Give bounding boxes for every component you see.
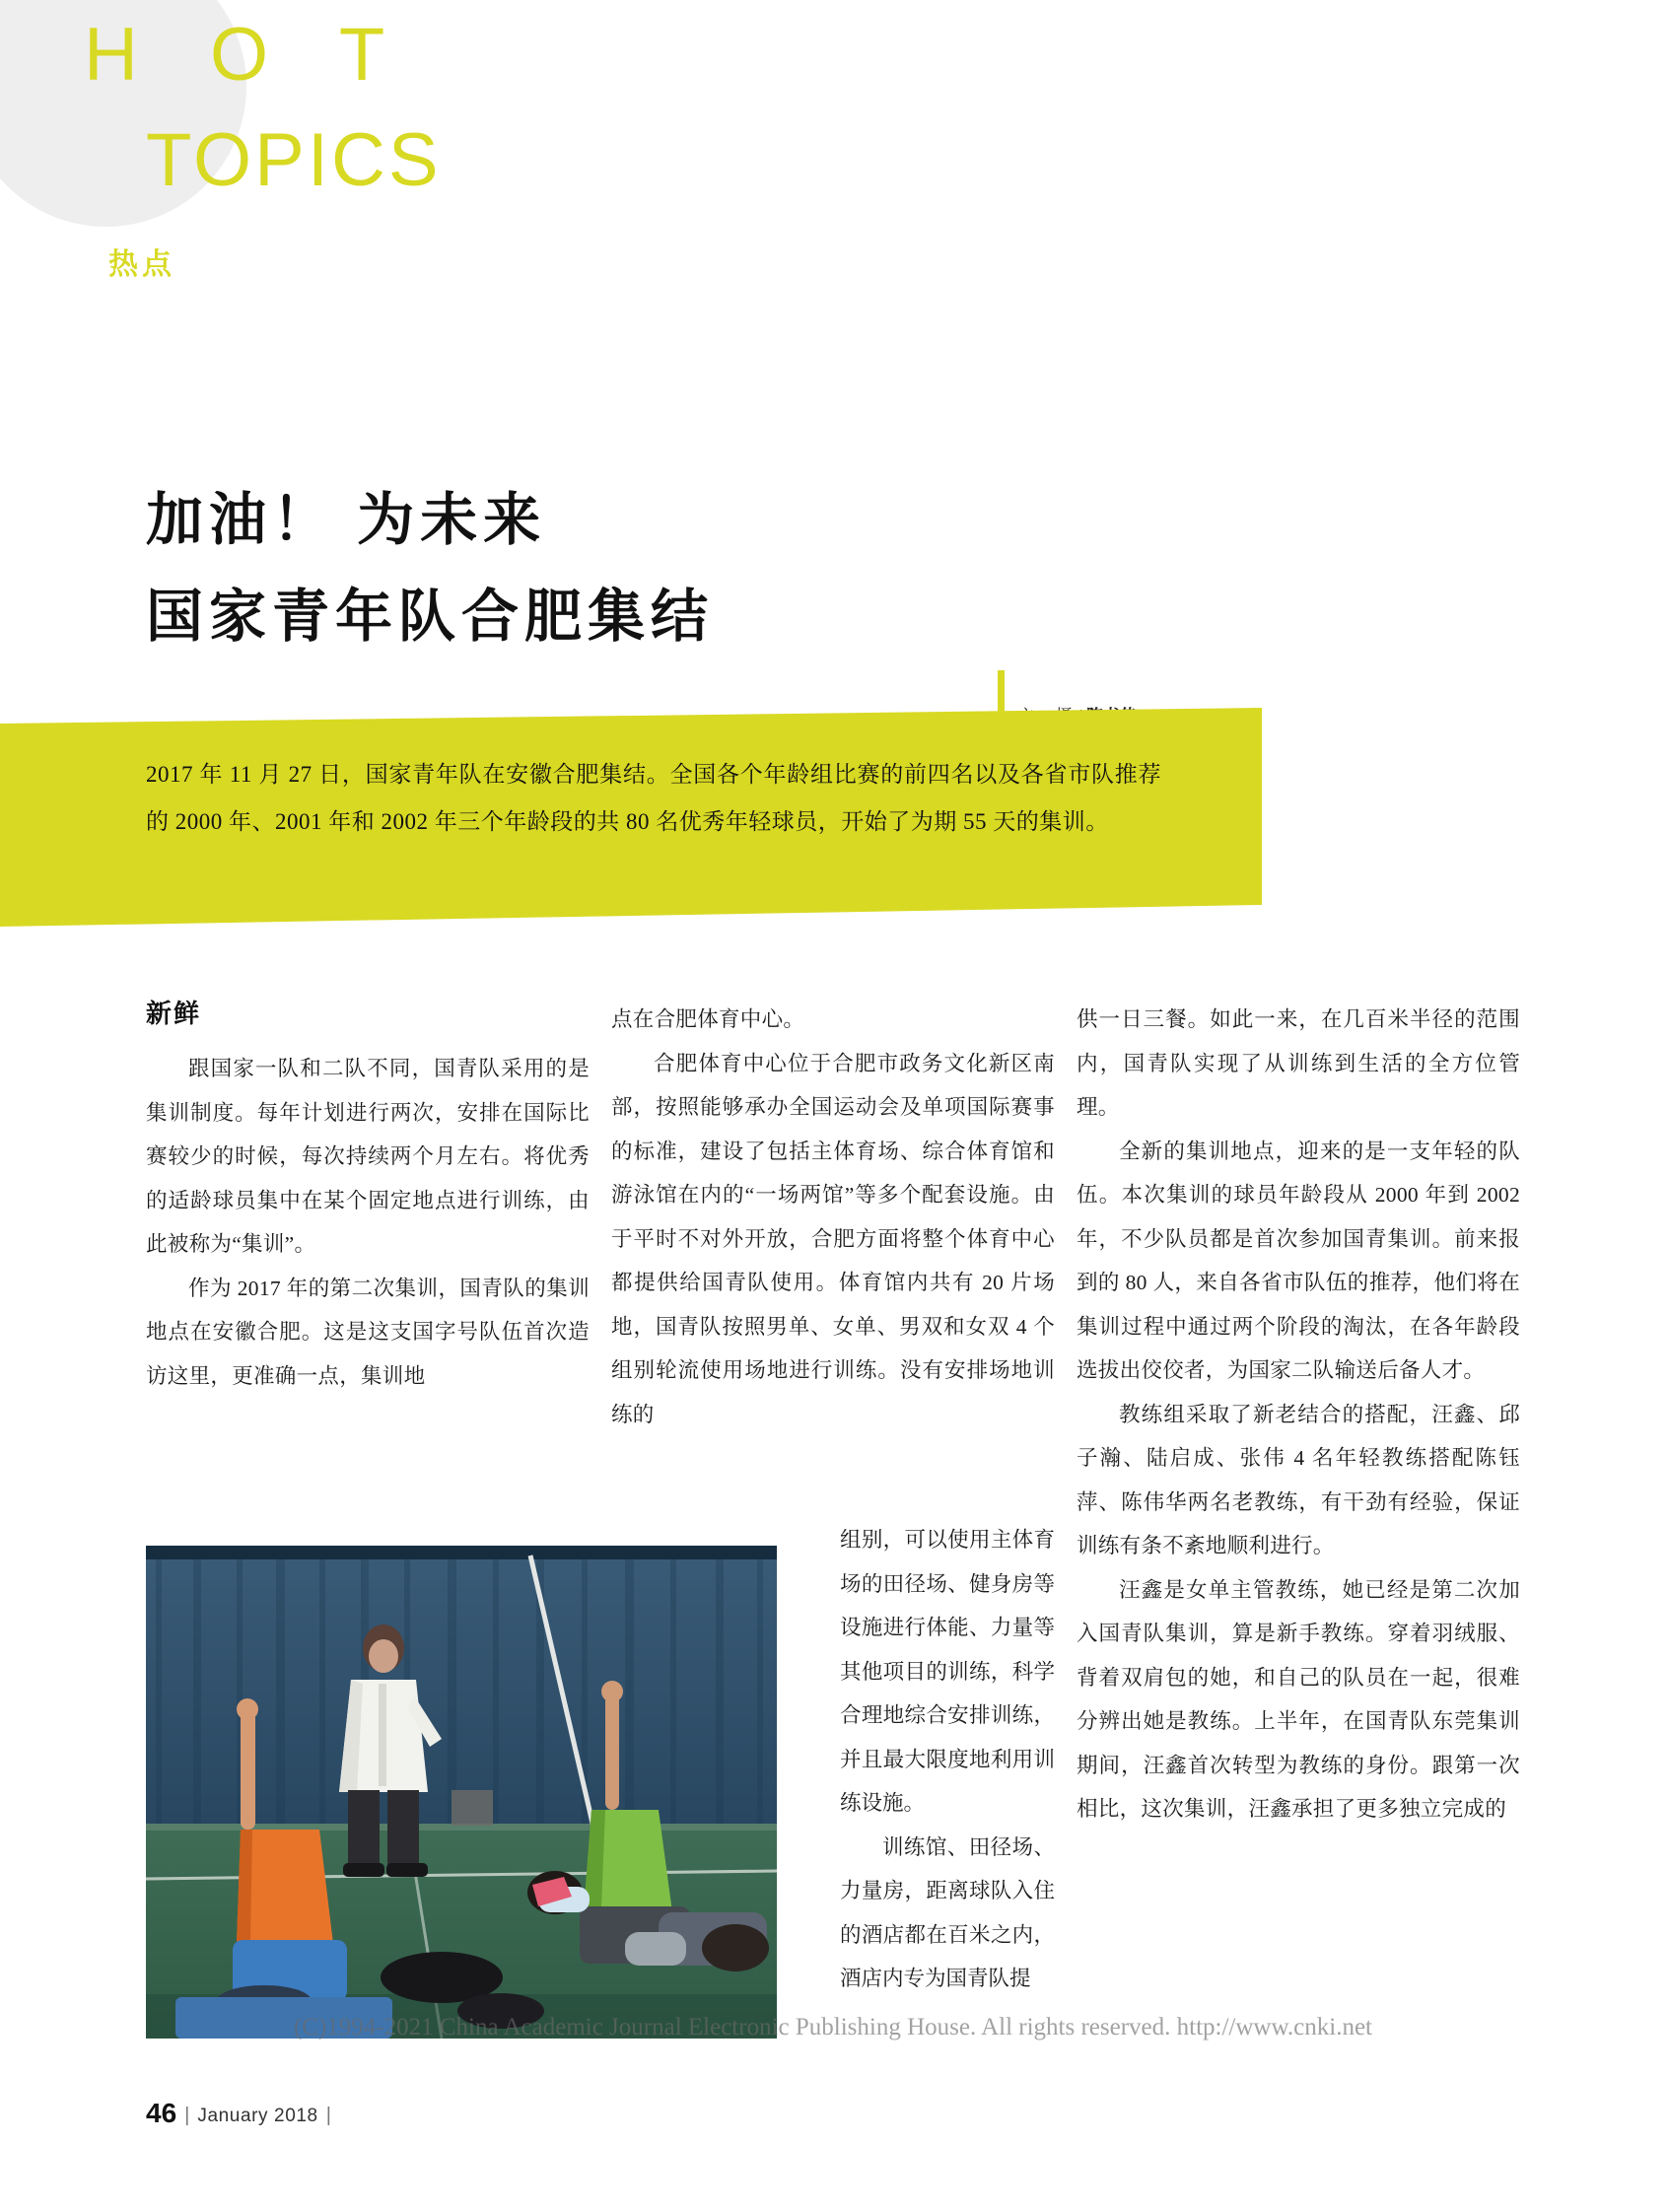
paragraph: 供一日三餐。如此一来，在几百米半径的范围内，国青队实现了从训练到生活的全方位管理。 bbox=[1077, 1007, 1520, 1119]
paragraph: 训练馆、田径场、力量房，距离球队入住的酒店都在百米之内，酒店内专为国青队提 bbox=[840, 1834, 1055, 1990]
body-column-2-bottom bbox=[840, 1518, 1055, 2001]
section-heading: 新鲜 bbox=[146, 999, 202, 1028]
page-footer bbox=[146, 2098, 339, 2129]
article-title-line-2: 国家青年队合肥集结 bbox=[146, 585, 715, 649]
body-column-2-top bbox=[611, 998, 1055, 1436]
paragraph: 作为 2017 年的第二次集训，国青队的集训地点在安徽合肥。这是这支国字号队伍首次造访这里，更准确一点，集训地 bbox=[146, 1276, 590, 1388]
issue-date: January 2018 bbox=[197, 2106, 318, 2126]
footer-separator-left: | bbox=[184, 2105, 190, 2126]
paragraph: 点在合肥体育中心。 bbox=[611, 1007, 805, 1031]
body-column-1 bbox=[146, 1047, 590, 1398]
paragraph: 合肥体育中心位于合肥市政务文化新区南部，按照能够承办全国运动会及单项国际赛事的标准，建设了包括主体育场、综合体育馆和游泳馆在内的“一场两馆”等多个配套设施。由于平时不对外开放，合肥方面将整个体育中心都提供给国青队使用。体育馆内共有 20 片场地，国青队按照男单、女单、男双和女双 4 个组别轮流使用场地进行训练。没有安排场地训练的 bbox=[611, 1051, 1055, 1426]
header-hot-chinese-text: 热点 bbox=[108, 248, 175, 281]
lede-text: 2017 年 11 月 27 日，国家青年队在安徽合肥集结。全国各个年龄组比赛的前四名以及各省市队推荐的 2000 年、2001 年和 2002 年三个年龄段的共 80 名优秀年轻球员，开始了为期 55 天的集训。 bbox=[146, 762, 1161, 834]
article-photo bbox=[146, 1546, 777, 2039]
article-title-line-1: 加油！ 为未来 bbox=[146, 488, 547, 552]
paragraph: 教练组采取了新老结合的搭配，汪鑫、邱子瀚、陆启成、张伟 4 名年轻教练搭配陈钰萍、陈伟华两名老教练，有干劲有经验，保证训练有条不紊地顺利进行。 bbox=[1077, 1402, 1520, 1557]
gym-training-photo bbox=[146, 1546, 777, 2039]
header-hot-text: H O T bbox=[84, 13, 411, 97]
body-column-3 bbox=[1077, 998, 1520, 1832]
paragraph: 全新的集训地点，迎来的是一支年轻的队伍。本次集训的球员年龄段从 2000 年到 2002 年，不少队员都是首次参加国青集训。前来报到的 80 人，来自各省市队伍的推荐，他们将在集训过程中通过两个阶段的淘汰，在各年龄段选拔出佼佼者，为国家二队输送后备人才。 bbox=[1077, 1139, 1520, 1382]
header-topics-text: TOPICS bbox=[146, 118, 442, 202]
footer-separator-right: | bbox=[325, 2105, 331, 2126]
page-header bbox=[0, 0, 1669, 325]
paragraph: 组别，可以使用主体育场的田径场、健身房等设施进行体能、力量等其他项目的训练，科学合理地综合安排训练，并且最大限度地利用训练设施。 bbox=[840, 1528, 1055, 1815]
copyright-watermark: (C)1994-2021 China Academic Journal Electronic Publishing House. All rights reserved. http://www.cnki.net bbox=[293, 2014, 1373, 2040]
paragraph: 跟国家一队和二队不同，国青队采用的是集训制度。每年计划进行两次，安排在国际比赛较少的时候，每次持续两个月左右。将优秀的适龄球员集中在某个固定地点进行训练，由此被称为“集训”。 bbox=[146, 1057, 590, 1256]
paragraph: 汪鑫是女单主管教练，她已经是第二次加入国青队集训，算是新手教练。穿着羽绒服、背着双肩包的她，和自己的队员在一起，很难分辨出她是教练。上半年，在国青队东莞集训期间，汪鑫首次转型为教练的身份。跟第一次相比，这次集训，汪鑫承担了更多独立完成的 bbox=[1077, 1577, 1520, 1821]
page-number: 46 bbox=[146, 2098, 177, 2128]
